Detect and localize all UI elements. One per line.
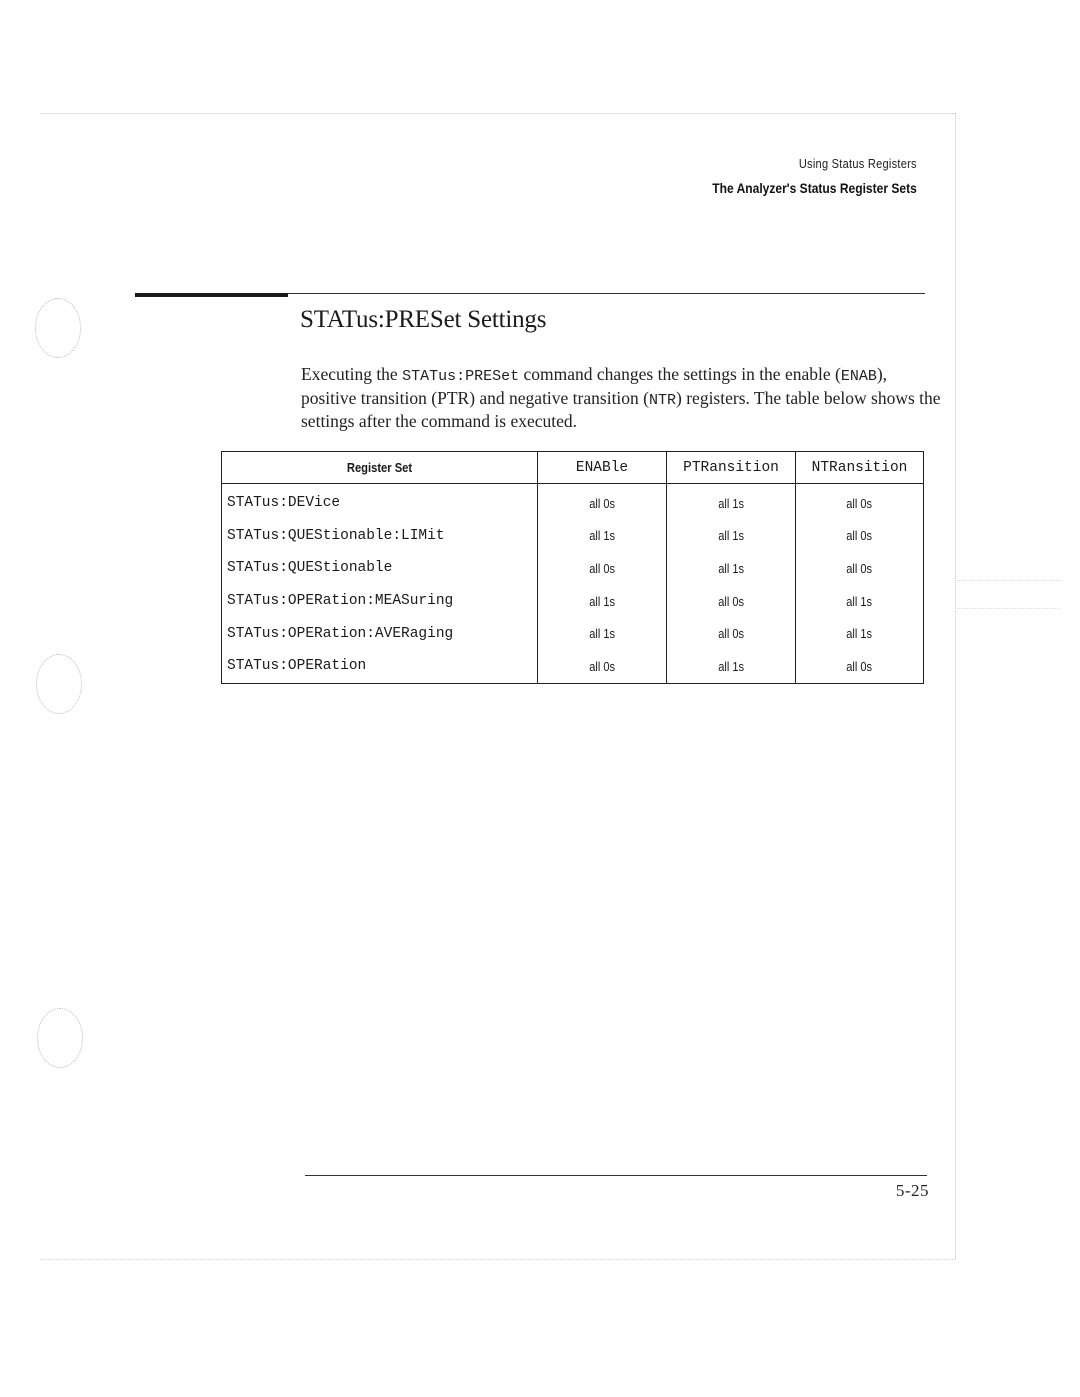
enable-value: all 0s — [538, 484, 667, 520]
table-row — [222, 552, 924, 585]
section-rule-thick — [135, 293, 288, 297]
body-paragraph: Executing the STATus:PRESet command changes the settings in the enable (ENAB), positive transition (PTR) and negative transition (NTR) registers. The table below shows the settings after the command is executed. — [301, 364, 941, 431]
preset-settings-table — [221, 451, 924, 684]
table-row — [222, 650, 924, 683]
section-title: STATus:PRESet Settings — [300, 306, 547, 333]
binder-hole — [36, 654, 82, 714]
enable-value: all 1s — [538, 520, 667, 553]
binder-hole — [35, 298, 81, 358]
table-row — [222, 484, 924, 520]
page-edge-top — [40, 113, 955, 114]
header-enable: ENABle — [538, 452, 667, 484]
ntr-value: all 1s — [796, 585, 924, 618]
enable-value: all 0s — [538, 552, 667, 585]
inline-ntr: NTR — [649, 391, 677, 409]
ntr-value: all 0s — [796, 552, 924, 585]
header-ntransition: NTRansition — [796, 452, 924, 484]
ntr-value: all 1s — [796, 617, 924, 650]
ptr-value: all 0s — [667, 617, 796, 650]
ptr-value: all 1s — [667, 650, 796, 683]
enable-value: all 1s — [538, 617, 667, 650]
footer-rule — [305, 1175, 927, 1176]
ptr-value: all 1s — [667, 520, 796, 553]
ntr-value: all 0s — [796, 520, 924, 553]
ptr-value: all 0s — [667, 585, 796, 618]
table-row — [222, 520, 924, 553]
register-name: STATus:OPERation:AVERaging — [227, 625, 454, 642]
register-name: STATus:QUEStionable:LIMit — [227, 527, 445, 544]
running-header-chapter: Using Status Registers — [798, 156, 917, 171]
register-name: STATus:OPERation — [227, 658, 367, 675]
inline-enab: ENAB — [840, 368, 877, 385]
page-edge-right — [955, 113, 956, 1259]
table-header-row — [222, 452, 924, 484]
inline-command: STATus:PRESet — [402, 368, 520, 385]
table-row — [222, 617, 924, 650]
header-ptransition: PTRansition — [667, 452, 796, 484]
ptr-value: all 1s — [667, 552, 796, 585]
section-rule-thin — [288, 293, 925, 294]
register-name: STATus:DEVice — [227, 495, 341, 512]
page-edge-bottom — [40, 1259, 955, 1260]
ptr-value: all 1s — [667, 484, 796, 520]
page-tab-edge — [955, 608, 1060, 609]
header-register-set: Register Set — [222, 452, 538, 484]
table-row — [222, 585, 924, 618]
page-tab-edge — [955, 580, 1060, 581]
enable-value: all 1s — [538, 585, 667, 618]
ntr-value: all 0s — [796, 484, 924, 520]
ntr-value: all 0s — [796, 650, 924, 683]
running-header-section: The Analyzer's Status Register Sets — [712, 180, 917, 196]
page-number: 5-25 — [895, 1181, 929, 1200]
register-name: STATus:QUEStionable — [227, 560, 393, 577]
enable-value: all 0s — [538, 650, 667, 683]
binder-hole — [37, 1008, 83, 1068]
register-name: STATus:OPERation:MEASuring — [227, 593, 454, 610]
